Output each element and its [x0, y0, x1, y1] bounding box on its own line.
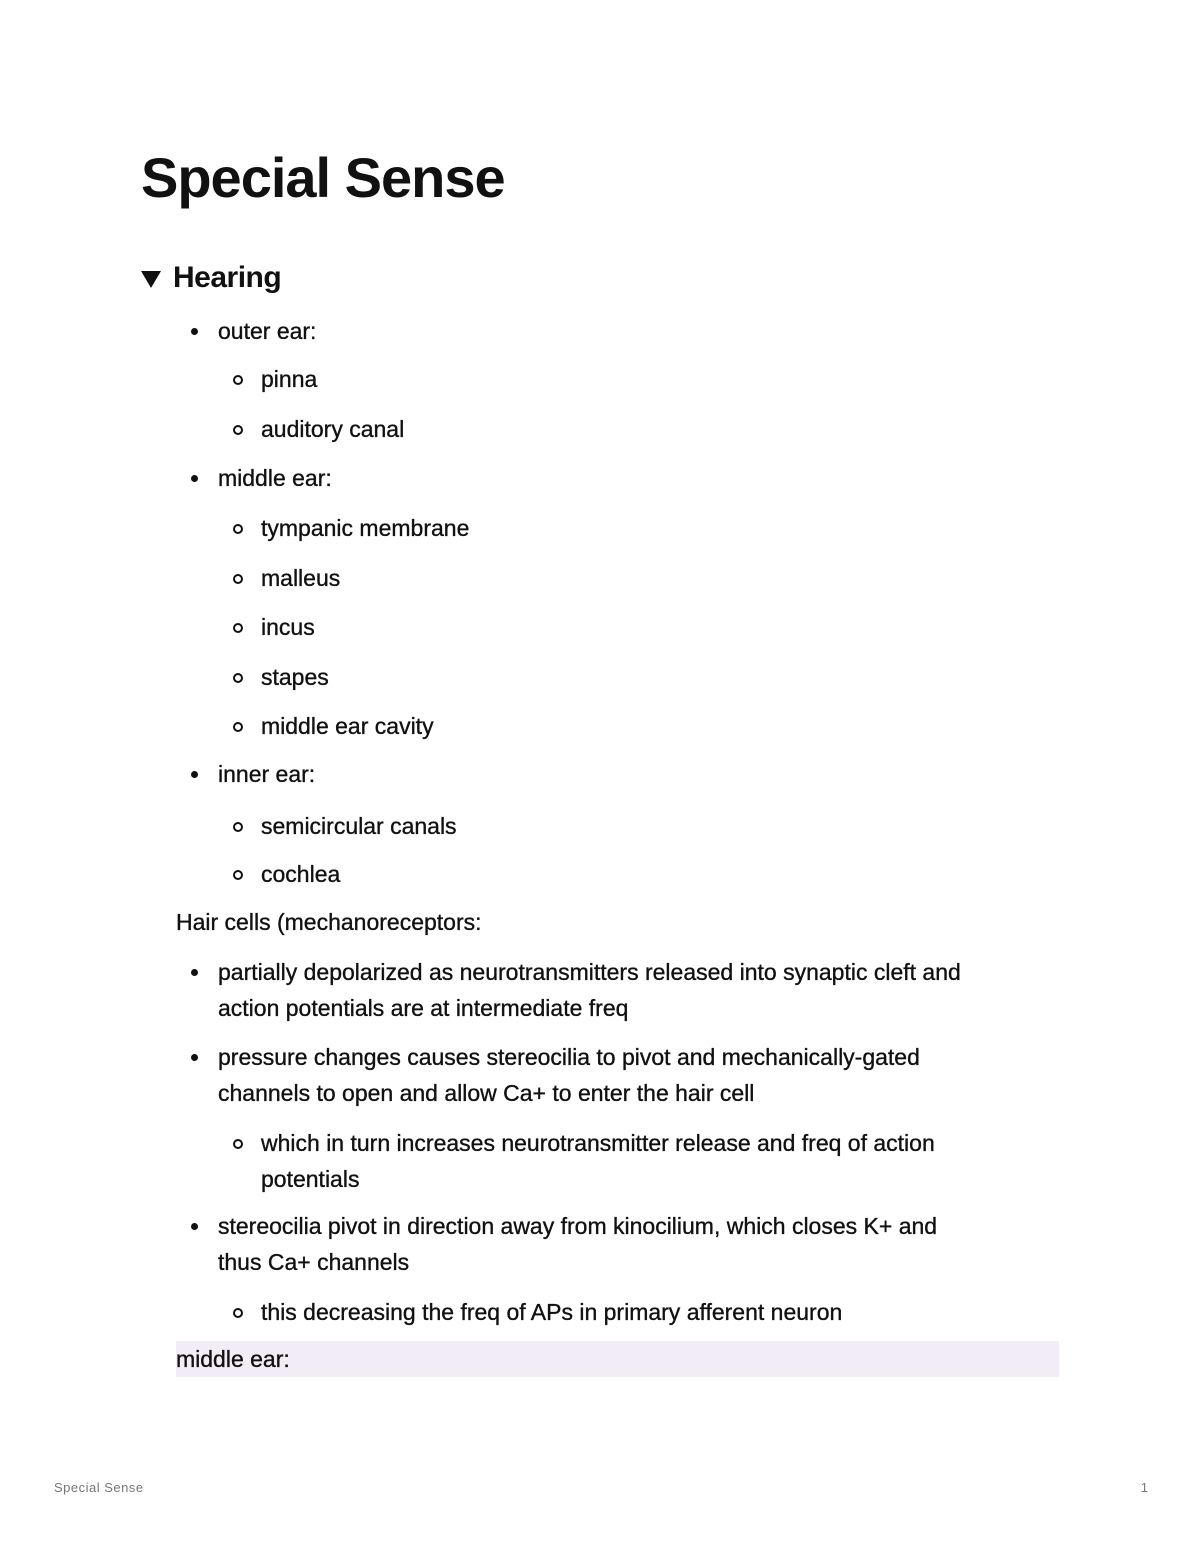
- bullet-circle-icon: [233, 524, 243, 534]
- footer-document-title: Special Sense: [54, 1480, 144, 1495]
- list-item-inner-ear: inner ear:: [218, 761, 316, 787]
- bullet-circle-icon: [233, 722, 243, 732]
- bullet-circle-icon: [233, 822, 243, 832]
- list-item-auditory-canal: auditory canal: [261, 416, 405, 442]
- hearing-toggle[interactable]: [141, 258, 281, 298]
- list-item-pressure-changes: pressure changes causes stereocilia to pivot and mechanically-gated channels to open and allow Ca+ to enter the hair cell: [218, 1044, 920, 1106]
- list-item-pinna: pinna: [261, 366, 318, 392]
- highlighted-text: middle ear:: [176, 1346, 290, 1372]
- list-item-tympanic-membrane: tympanic membrane: [261, 515, 470, 541]
- hair-cells-heading: Hair cells (mechanoreceptors:: [176, 909, 482, 935]
- bullet-disc-icon: [191, 1223, 198, 1230]
- toggle-triangle-icon[interactable]: [141, 271, 161, 288]
- page-title: Special Sense: [141, 146, 505, 209]
- list-item-stereocilia-pivot: stereocilia pivot in direction away from kinocilium, which closes K+ and thus Ca+ channels: [218, 1213, 938, 1275]
- list-item-semicircular-canals: semicircular canals: [261, 813, 457, 839]
- list-item-partially-depolarized: partially depolarized as neurotransmitters released into synaptic cleft and action potentials are at intermediate freq: [218, 959, 961, 1021]
- bullet-circle-icon: [233, 375, 243, 385]
- list-item-neurotransmitter-release: which in turn increases neurotransmitter release and freq of action potentials: [261, 1130, 935, 1192]
- list-item-cochlea: cochlea: [261, 861, 341, 887]
- list-item-stapes: stapes: [261, 664, 329, 690]
- bullet-disc-icon: [191, 1054, 198, 1061]
- bullet-circle-icon: [233, 574, 243, 584]
- footer-page-number: 1: [1140, 1480, 1148, 1495]
- bullet-disc-icon: [191, 475, 198, 482]
- bullet-circle-icon: [233, 673, 243, 683]
- hearing-heading: Hearing: [173, 261, 282, 294]
- bullet-circle-icon: [233, 870, 243, 880]
- list-item-incus: incus: [261, 614, 315, 640]
- list-item-outer-ear: outer ear:: [218, 318, 317, 344]
- bullet-disc-icon: [191, 969, 198, 976]
- highlighted-text-block: [176, 1341, 1059, 1377]
- bullet-disc-icon: [191, 328, 198, 335]
- bullet-circle-icon: [233, 1139, 243, 1149]
- list-item-middle-ear-cavity: middle ear cavity: [261, 713, 434, 739]
- bullet-circle-icon: [233, 1308, 243, 1318]
- list-item-malleus: malleus: [261, 565, 341, 591]
- bullet-circle-icon: [233, 623, 243, 633]
- list-item-decreasing-freq: this decreasing the freq of APs in primary afferent neuron: [261, 1299, 843, 1325]
- list-item-middle-ear: middle ear:: [218, 465, 332, 491]
- bullet-circle-icon: [233, 425, 243, 435]
- bullet-disc-icon: [191, 771, 198, 778]
